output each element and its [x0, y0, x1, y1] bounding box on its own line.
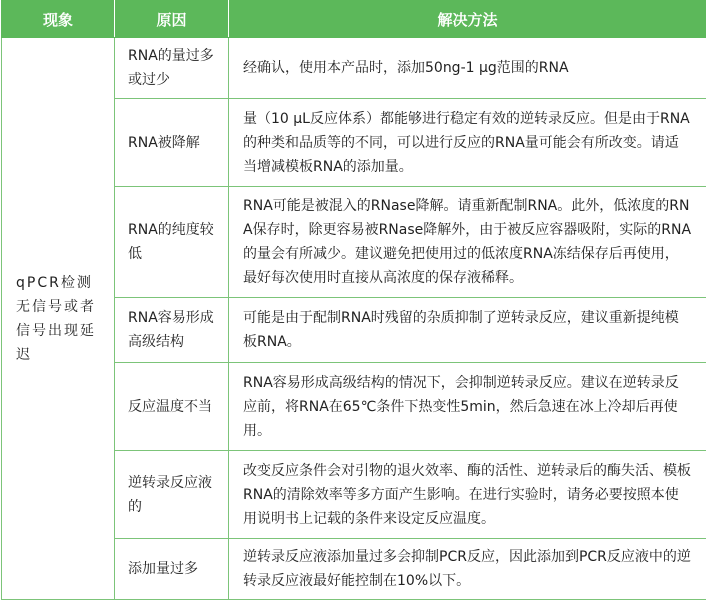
header-solution: 解决方法 — [229, 1, 706, 38]
troubleshooting-table — [1, 0, 706, 600]
phenomenon-cell: qPCR检测无信号或者信号出现延迟 — [2, 38, 115, 600]
solution-cell: RNA可能是被混入的RNase降解。请重新配制RNA。此外，低浓度的RNA保存时，除更容易被RNase降解外，由于被反应容器吸附，实际的RNA的量会有所减少。建议避免把使用过的低浓度RNA冻结保存后再使用，最好每次使用时直接从高浓度的保存液稀释。 — [229, 187, 706, 298]
cause-cell: 逆转录反应液的 — [115, 451, 229, 539]
header-phenomenon: 现象 — [2, 1, 115, 38]
cause-cell: RNA被降解 — [115, 99, 229, 187]
cause-cell: RNA的纯度较低 — [115, 187, 229, 298]
cause-cell: RNA容易形成高级结构 — [115, 298, 229, 363]
cause-cell: RNA的量过多或过少 — [115, 38, 229, 99]
solution-cell: 可能是由于配制RNA时残留的杂质抑制了逆转录反应，建议重新提纯模板RNA。 — [229, 298, 706, 363]
solution-cell: 改变反应条件会对引物的退火效率、酶的活性、逆转录后的酶失活、模板RNA的清除效率等多方面产生影响。在进行实验时，请务必要按照本使用说明书上记载的条件来设定反应温度。 — [229, 451, 706, 539]
solution-cell: 逆转录反应液添加量过多会抑制PCR反应，因此添加到PCR反应液中的逆转录反应液最好能控制在10%以下。 — [229, 539, 706, 600]
header-cause: 原因 — [115, 1, 229, 38]
cause-cell: 添加量过多 — [115, 539, 229, 600]
solution-cell: RNA容易形成高级结构的情况下，会抑制逆转录反应。建议在逆转录反应前，将RNA在65℃条件下热变性5min，然后急速在冰上冷却后再使用。 — [229, 363, 706, 451]
solution-cell: 量（10 μL反应体系）都能够进行稳定有效的逆转录反应。但是由于RNA的种类和品质等的不同，可以进行反应的RNA量可能会有所改变。请适当增减模板RNA的添加量。 — [229, 99, 706, 187]
table-row — [2, 38, 706, 99]
cause-cell: 反应温度不当 — [115, 363, 229, 451]
table-header-row — [2, 1, 706, 38]
solution-cell: 经确认，使用本产品时，添加50ng-1 μg范围的RNA — [229, 38, 706, 99]
